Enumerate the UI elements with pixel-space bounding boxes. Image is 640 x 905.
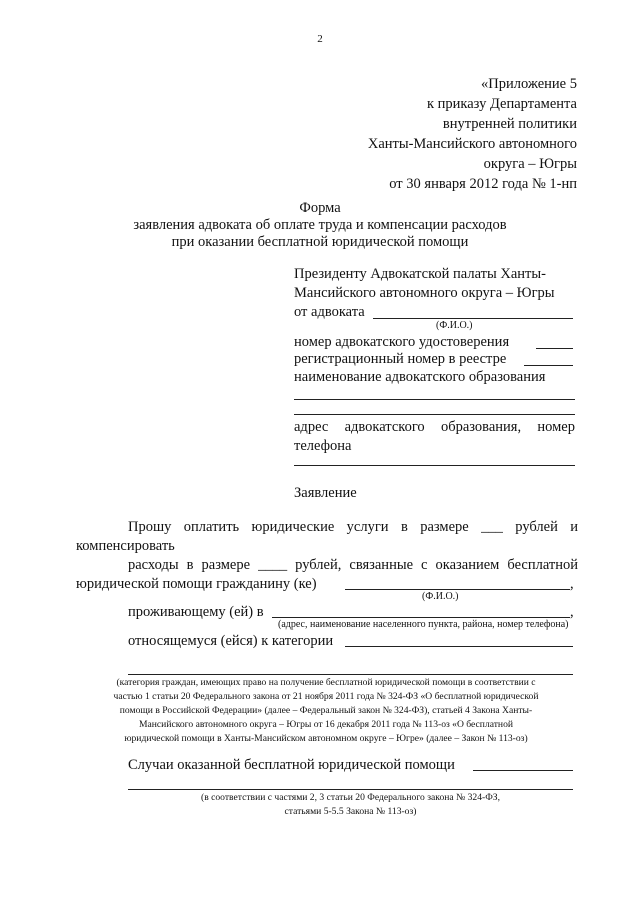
statement-text: Прошу оплатить юридические услуги в размере ___ рублей и <box>128 519 578 535</box>
address-field[interactable] <box>294 465 575 466</box>
org-name-field[interactable] <box>294 399 575 400</box>
form-title-line: заявления адвоката об оплате труда и компенсации расходов <box>133 217 507 233</box>
page-number: 2 <box>317 33 323 45</box>
residing-label: проживающему (ей) в <box>128 604 264 620</box>
statement-text: юридической помощи гражданину (ке) <box>76 576 317 592</box>
certificate-number-field[interactable] <box>536 348 573 349</box>
registry-number-field[interactable] <box>524 365 573 366</box>
cases-field[interactable] <box>473 770 573 771</box>
appendix-line: от 30 января 2012 года № 1-нп <box>389 176 577 192</box>
category-field[interactable] <box>345 646 573 647</box>
address-caption: (адрес, наименование населенного пункта, района, номер телефона) <box>278 619 569 630</box>
address-label-cont: телефона <box>294 438 352 454</box>
appendix-line: «Приложение 5 <box>481 76 577 92</box>
category-label: относящемуся (ейся) к категории <box>128 633 334 649</box>
statement-text: расходы в размере ____ рублей, связанные с оказанием бесплатной <box>128 557 578 573</box>
appendix-line: внутренней политики <box>442 116 577 132</box>
lawyer-name-field[interactable] <box>373 318 573 319</box>
citizen-name-field[interactable] <box>345 589 570 590</box>
form-title: Форма <box>299 200 341 216</box>
form-title-line: при оказании бесплатной юридической помощи <box>171 234 469 250</box>
certificate-label: номер адвокатского удостоверения <box>294 334 510 350</box>
category-note: (категория граждан, имеющих право на получение бесплатной юридической помощи в соответствии с частью 1 статьи 20 Федерального закона от 21 ноября 2011 года № 324-ФЗ «О бесплатной юридической помощи в Российской Федерации» (далее – Федеральный закон № 324-ФЗ), статьей 4 Закона Ханты- Мансийского автономного округа – Югры от 16 декабря 2011 года № 113-оз «О бесплатной юридической помощи в Ханты-Мансийском автономном округе – Югре» (далее – Закон № 113-оз) <box>113 677 539 744</box>
addressee-line: Мансийского автономного округа – Югры <box>294 285 555 301</box>
org-name-field-2[interactable] <box>294 414 575 415</box>
appendix-line: к приказу Департамента <box>426 96 577 112</box>
cases-label: Случаи оказанной бесплатной юридической помощи <box>128 757 455 773</box>
addressee-line: Президенту Адвокатской палаты Ханты- <box>294 266 546 282</box>
org-name-label: наименование адвокатского образования <box>294 369 546 385</box>
document-page: 2 «Приложение 5 к приказу Департамента внутренней политики Ханты-Мансийского автономного округа – Югры от 30 января 2012 года № 1-нп Форма заявления адвоката об оплате труда и компенсации расходов при оказании бесплатной юридической помощи Президенту Адвокатской палаты Ханты- Мансийского автономного округа – Югры от адвоката (Ф.И.О.) номер адвокатского удостоверения регистрационный номер в реестре наименование адвокатского образования адрес адвокатского образования, номер телефона Заявление Прошу оплатить юридические услуги в размере ___ рублей и компенсировать расходы в размере ____ рублей, связанные с оказанием бесплатной юридической помощи гражданину (ке) , (Ф.И.О.) проживающему (ей) в , (адрес, наименование населенного пункта, района, номер телефона) относящемуся (ейся) к категории (категория граждан, имеющих право на получение бесплатной юридической помощи в соответствии с частью 1 статьи 20 Федерального закона от 21 ноября 2011 года № 324-ФЗ «О бесплатной юридической помощи в Российской Федерации» (далее – Федеральный закон № 324-ФЗ), статьей 4 Закона Ханты- Мансийского автономного округа – Югры от 16 декабря 2011 года № 113-оз «О бесплатной юридической помощи в Ханты-Мансийском автономном округе – Югре» (далее – Закон № 113-оз) Случаи оказанной бесплатной юридической помощи (в соответствии с частями 2, 3 статьи 20 Федерального закона № 324-ФЗ, статьями 5-5.5 Закона № 113-оз) <box>0 0 640 905</box>
fio-caption: (Ф.И.О.) <box>436 320 473 331</box>
cases-note: (в соответствии с частями 2, 3 статьи 20 Федерального закона № 324-ФЗ, статьями 5-5.5 Закона № 113-оз) <box>201 792 500 817</box>
address-label: адрес адвокатского образования, номер <box>294 419 575 435</box>
statement-heading: Заявление <box>294 485 357 501</box>
appendix-line: Ханты-Мансийского автономного <box>367 136 577 152</box>
statement-text: компенсировать <box>76 538 175 554</box>
residence-field[interactable] <box>272 617 570 618</box>
cases-field-2[interactable] <box>128 789 573 790</box>
appendix-line: округа – Югры <box>483 156 577 172</box>
from-lawyer-label: от адвоката <box>294 304 365 320</box>
registry-label: регистрационный номер в реестре <box>294 351 507 367</box>
category-field-2[interactable] <box>128 674 573 675</box>
fio-caption: (Ф.И.О.) <box>422 591 459 602</box>
